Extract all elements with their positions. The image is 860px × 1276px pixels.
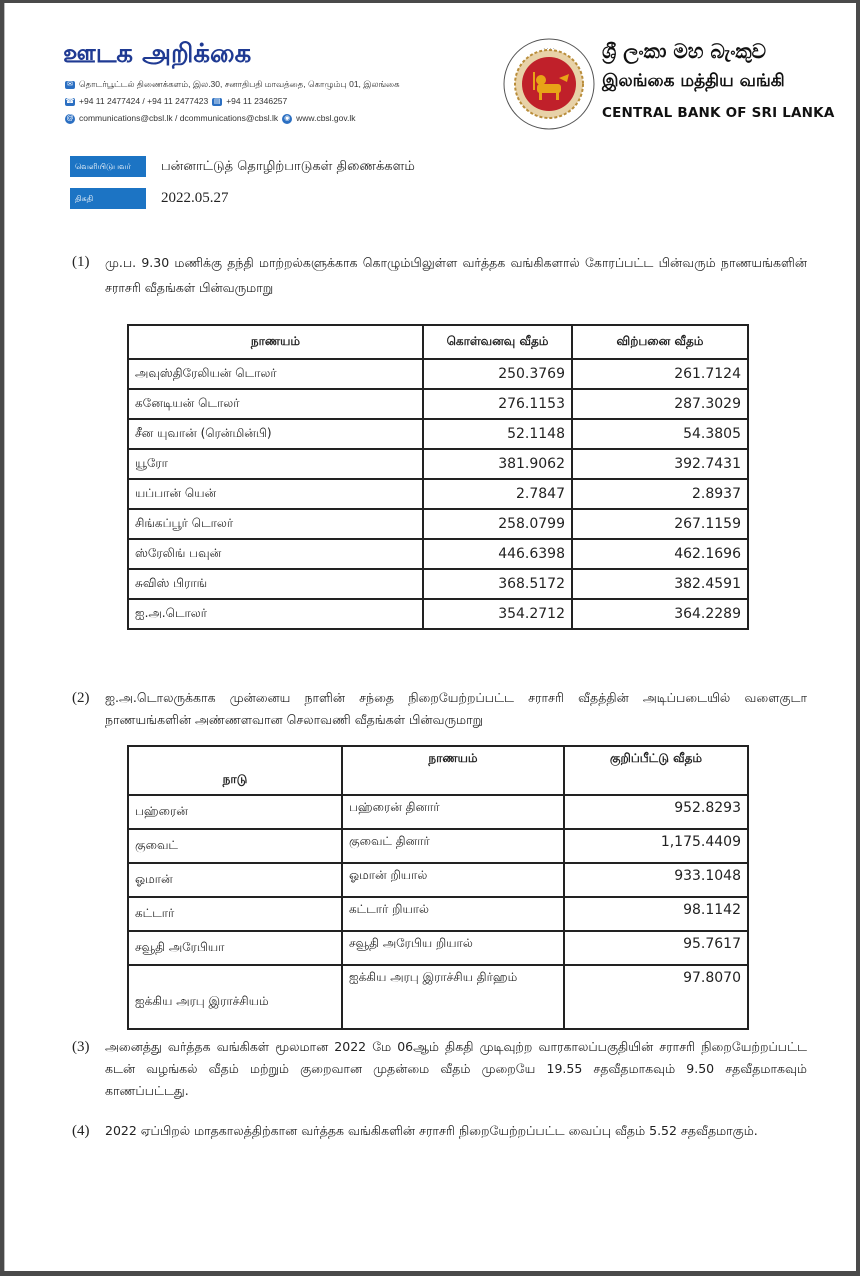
- section-3-text: அனைத்து வர்த்தக வங்கிகள் மூலமான 2022 மே 06ஆம் திகதி முடிவுற்ற வாரகாலப்பகுதியின் சராசரி நிறையேற்றப்பட்ட கடன் வழங்கல் வீதம் மற்றும் குறைவான முதன்மை வீதம் முறையே 19.55 சதவீதமாகவும் 9.50 சதவீதமாகவும் காணப்பட்டது.: [105, 1039, 807, 1098]
- phone-line: [65, 96, 287, 107]
- rate-cell: 952.8293: [564, 795, 748, 829]
- header-country: நாடு: [128, 746, 342, 795]
- rate-cell: 97.8070: [564, 965, 748, 1029]
- table-row: [128, 449, 748, 479]
- table-row: [128, 931, 748, 965]
- press-release-title: ஊடக அறிக்கை: [63, 39, 252, 69]
- sell-rate-cell: 392.7431: [572, 449, 748, 479]
- email-text[interactable]: communications@cbsl.lk / dcommunications@cbsl.lk: [79, 113, 279, 123]
- table-row: [128, 389, 748, 419]
- buy-rate-cell: 2.7847: [423, 479, 572, 509]
- country-cell: சவூதி அரேபியா: [128, 931, 342, 965]
- issued-by-value: பன்னாட்டுத் தொழிற்பாடுகள் திணைக்களம்: [161, 158, 415, 174]
- bank-name-english: CENTRAL BANK OF SRI LANKA: [602, 105, 835, 121]
- sell-rate-cell: 267.1159: [572, 509, 748, 539]
- country-cell: பஹ்ரைன்: [128, 795, 342, 829]
- table-row: [128, 829, 748, 863]
- sell-rate-cell: 287.3029: [572, 389, 748, 419]
- phone-text: +94 11 2477424 / +94 11 2477423: [79, 96, 209, 106]
- table-row: [128, 897, 748, 931]
- currency-cell: ஐ.அ.டொலர்: [128, 599, 423, 629]
- header-selling-rate: விற்பனை வீதம்: [572, 325, 748, 359]
- section-4-text: 2022 ஏப்பிறல் மாதகாலத்திற்கான வர்த்தக வங்கிகளின் சராசரி நிறையேற்றப்பட்ட வைப்பு வீதம் 5.52 சதவீதமாகும்.: [105, 1123, 758, 1138]
- header-currency: நாணயம்: [128, 325, 423, 359]
- issued-by-row: [70, 156, 415, 177]
- table-row: [128, 569, 748, 599]
- currency-cell: கட்டார் றியால்: [342, 897, 564, 931]
- table-row: [128, 479, 748, 509]
- date-row: [70, 188, 229, 209]
- section-2-text: ஐ.அ.டொலருக்காக முன்னைய நாளின் சந்தை நிறையேற்றப்பட்ட சராசரி வீதத்தின் அடிப்படையில் வளைகுடா நாணயங்களின் அண்ணளவான செலாவணி வீதங்கள் பின்வருமாறு: [105, 690, 807, 727]
- table-row: [128, 863, 748, 897]
- table-header-row: [128, 746, 748, 795]
- currency-cell: சீன யுவான் (ரென்மின்பி): [128, 419, 423, 449]
- buy-rate-cell: 52.1148: [423, 419, 572, 449]
- sell-rate-cell: 2.8937: [572, 479, 748, 509]
- rate-cell: 98.1142: [564, 897, 748, 931]
- section-1: [72, 250, 807, 300]
- sell-rate-cell: 364.2289: [572, 599, 748, 629]
- header-indicative-rate: குறிப்பீட்டு வீதம்: [564, 746, 748, 795]
- currency-cell: அவுஸ்திரேலியன் டொலர்: [128, 359, 423, 389]
- buy-rate-cell: 446.6398: [423, 539, 572, 569]
- svg-text:· · · ·: · · · ·: [543, 46, 555, 52]
- buy-rate-cell: 381.9062: [423, 449, 572, 479]
- press-release-page: [4, 3, 856, 1271]
- phone-icon: ☎: [65, 97, 75, 105]
- currency-cell: ஐக்கிய அரபு இராச்சிய திர்ஹம்: [342, 965, 564, 1029]
- section-3-number: (3): [72, 1039, 90, 1055]
- table-row: [128, 965, 748, 1029]
- at-icon: @: [66, 114, 74, 122]
- header-buying-rate: கொள்வனவு வீதம்: [423, 325, 572, 359]
- date-value: 2022.05.27: [161, 190, 229, 206]
- rate-cell: 933.1048: [564, 863, 748, 897]
- table-header-row: [128, 325, 748, 359]
- email-line: [65, 113, 356, 124]
- table-row: [128, 795, 748, 829]
- fax-text: +94 11 2346257: [226, 96, 288, 106]
- section-4: [72, 1120, 807, 1142]
- gulf-currency-rates-table: [127, 745, 749, 1030]
- rate-cell: 1,175.4409: [564, 829, 748, 863]
- website-link[interactable]: www.cbsl.gov.lk: [296, 113, 356, 123]
- table-row: [128, 419, 748, 449]
- address-text: தொடர்பூட்டல் திணைக்களம், இல.30, சனாதிபதி மாவத்தை, கொழும்பு 01, இலங்கை: [79, 79, 400, 89]
- section-4-number: (4): [72, 1123, 90, 1139]
- section-3: [72, 1036, 807, 1102]
- currency-cell: யூரோ: [128, 449, 423, 479]
- country-cell: குவைட்: [128, 829, 342, 863]
- issued-by-label: வெளியிடுபவர்: [70, 156, 146, 177]
- currency-cell: சிங்கப்பூர் டொலர்: [128, 509, 423, 539]
- buy-rate-cell: 258.0799: [423, 509, 572, 539]
- date-label: திகதி: [70, 188, 146, 209]
- section-1-number: (1): [72, 254, 90, 270]
- globe-icon: ◉: [284, 114, 291, 122]
- mail-icon: ✉: [65, 81, 75, 89]
- section-2: [72, 687, 807, 731]
- address-line: [65, 79, 400, 90]
- buy-rate-cell: 368.5172: [423, 569, 572, 599]
- country-cell: ஐக்கிய அரபு இராச்சியம்: [128, 965, 342, 1029]
- bank-name-sinhala: ශ්‍රී ලංකා මහ බැංකුව: [602, 39, 767, 63]
- fax-icon: ▤: [213, 97, 221, 105]
- header-currency: நாணயம்: [342, 746, 564, 795]
- table-row: [128, 539, 748, 569]
- buy-rate-cell: 250.3769: [423, 359, 572, 389]
- sell-rate-cell: 261.7124: [572, 359, 748, 389]
- currency-cell: குவைட் தினார்: [342, 829, 564, 863]
- table-row: [128, 599, 748, 629]
- bank-name-tamil: இலங்கை மத்திய வங்கி: [602, 71, 785, 91]
- rate-cell: 95.7617: [564, 931, 748, 965]
- section-2-number: (2): [72, 690, 90, 706]
- section-1-text: மு.ப. 9.30 மணிக்கு தந்தி மாற்றல்களுக்காக கொழும்பிலுள்ள வர்த்தக வங்கிகளால் கோரப்பட்ட பின்வரும் நாணயங்களின் சராசரி வீதங்கள் பின்வருமாறு: [105, 255, 807, 295]
- table-row: [128, 359, 748, 389]
- central-bank-seal-logo: [503, 38, 595, 130]
- sell-rate-cell: 54.3805: [572, 419, 748, 449]
- currency-cell: சவூதி அரேபிய றியால்: [342, 931, 564, 965]
- buy-rate-cell: 276.1153: [423, 389, 572, 419]
- table-row: [128, 509, 748, 539]
- country-cell: கட்டார்: [128, 897, 342, 931]
- buy-rate-cell: 354.2712: [423, 599, 572, 629]
- exchange-rates-table: [127, 324, 749, 630]
- currency-cell: யப்பான் யென்: [128, 479, 423, 509]
- country-cell: ஓமான்: [128, 863, 342, 897]
- currency-cell: ஸ்ரேலிங் பவுன்: [128, 539, 423, 569]
- currency-cell: பஹ்ரைன் தினார்: [342, 795, 564, 829]
- currency-cell: சுவிஸ் பிராங்: [128, 569, 423, 599]
- currency-cell: கனேடியன் டொலர்: [128, 389, 423, 419]
- sell-rate-cell: 382.4591: [572, 569, 748, 599]
- sell-rate-cell: 462.1696: [572, 539, 748, 569]
- currency-cell: ஓமான் றியால்: [342, 863, 564, 897]
